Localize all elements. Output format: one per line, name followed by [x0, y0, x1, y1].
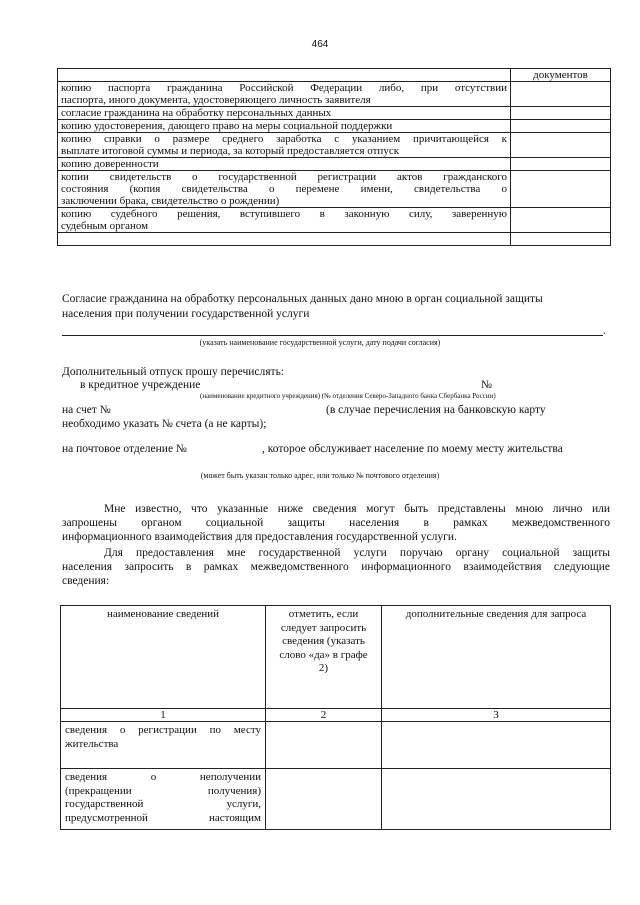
- request-row-2-mark-cell[interactable]: [266, 769, 382, 830]
- account-note: необходимо указать № счета (а не карты);: [62, 418, 267, 430]
- account-number-input[interactable]: [117, 405, 329, 417]
- bank-name-input[interactable]: [207, 380, 483, 392]
- document-mark-cell[interactable]: [511, 171, 611, 208]
- request-row-2-line: предусмотренной настоящим: [65, 811, 261, 824]
- request-table: [60, 605, 611, 830]
- post-address-input[interactable]: [62, 458, 599, 470]
- post-office-input[interactable]: [192, 444, 265, 456]
- column-number-1: 1: [61, 709, 266, 722]
- document-mark-cell[interactable]: [511, 208, 611, 233]
- request-paragraph: [62, 546, 610, 588]
- document-name-line: копию удостоверения, дающего право на меры социальной поддержки: [61, 120, 393, 132]
- request-row-2-additional-cell[interactable]: [382, 769, 611, 830]
- documents-table: [57, 68, 611, 246]
- documents-table-row: [58, 133, 611, 158]
- account-suffix: (в случае перечисления на банковскую карту: [326, 404, 546, 416]
- header-mark-if-request: отметить, если следует запросить сведения (указать слово «да» в графе 2): [266, 606, 382, 709]
- document-name-line: заключении брака, свидетельство о рождении): [61, 195, 280, 207]
- document-name-line: копию доверенности: [61, 158, 159, 170]
- document-name-cell: [58, 208, 511, 233]
- document-name-cell: [58, 133, 511, 158]
- documents-table-row: [58, 158, 611, 171]
- leave-line-1: Дополнительный отпуск прошу перечислять:: [62, 366, 285, 378]
- request-row-1-line: сведения о регистрации по месту: [65, 724, 261, 736]
- document-mark-cell[interactable]: [511, 233, 611, 246]
- documents-table-row: [58, 82, 611, 107]
- request-row-2-name: [61, 769, 266, 830]
- document-name-line: состояния (копия свидетельства о перемене имени, свидетельства о: [61, 183, 507, 195]
- consent-line-2-text: населения при получении государственной услуги: [62, 308, 310, 320]
- post-suffix: , которое обслуживает население по моему месту жительства: [262, 443, 563, 455]
- bank-number-sign: №: [481, 379, 492, 391]
- consent-end-mark: .: [603, 325, 606, 337]
- bank-caption: (наименование кредитного учреждения) (№ отделения Северо-Западного банка Сбербанка России): [200, 392, 496, 400]
- document-name-cell: [58, 120, 511, 133]
- documents-table-row: [58, 208, 611, 233]
- service-name-input[interactable]: [336, 310, 607, 322]
- documents-table-row: [58, 107, 611, 120]
- header-additional-info: дополнительные сведения для запроса: [382, 606, 611, 709]
- info-paragraph-line: информационного взаимодействия для предоставления государственной услуги.: [62, 531, 457, 543]
- consent-line-1: Согласие гражданина на обработку персональных данных дано мною в орган социальной защиты: [62, 293, 543, 305]
- document-name-line: судебным органом: [61, 220, 149, 232]
- request-row-1-line: жительства: [65, 737, 119, 750]
- request-row-1-additional-cell[interactable]: [382, 722, 611, 769]
- request-row-2-line: государственной услуги,: [65, 798, 261, 810]
- header-info-name: наименование сведений: [61, 606, 266, 709]
- document-name-cell: [58, 82, 511, 107]
- page-number: 464: [311, 39, 329, 50]
- column-number-2: 2: [266, 709, 382, 722]
- document-name-cell: [58, 171, 511, 208]
- document-mark-cell[interactable]: [511, 107, 611, 120]
- info-paragraph-line: Мне известно, что указанные ниже сведения могут быть представлены мною лично или: [104, 503, 610, 515]
- bank-branch-input[interactable]: [497, 380, 582, 392]
- document-mark-cell[interactable]: [511, 82, 611, 107]
- request-row-1-name: [61, 722, 266, 769]
- request-row-2-line: сведения о неполучении: [65, 771, 261, 783]
- document-mark-cell[interactable]: [511, 120, 611, 133]
- request-row-1-mark-cell[interactable]: [266, 722, 382, 769]
- document-name-cell: [58, 107, 511, 120]
- info-paragraph-line: запрошены органом социальной защиты населения в рамках межведомственного: [62, 517, 610, 529]
- document-name-line: выплате итоговой суммы и периода, за который предоставляется отпуск: [61, 145, 400, 157]
- documents-table-header-left: [58, 69, 511, 82]
- consent-caption: (указать наименование государственной услуги, дату подачи согласия): [199, 338, 441, 347]
- consent-line-2: [62, 307, 309, 321]
- document-name-line: копию справки о размере среднего заработка с указанием причитающейся к: [61, 133, 507, 145]
- request-row-2-line: (прекращении получения): [65, 784, 261, 797]
- documents-table-header-row: [58, 69, 611, 82]
- document-name-cell: [58, 233, 511, 246]
- document-name-line: согласие гражданина на обработку персональных данных: [61, 107, 332, 119]
- bank-prefix: в кредитное учреждение: [80, 379, 201, 391]
- document-mark-cell[interactable]: [511, 158, 611, 171]
- request-paragraph-line: Для предоставления мне государственной услуги поручаю органу социальной защиты: [104, 547, 610, 559]
- document-name-line: копии свидетельств о государственной регистрации актов гражданского: [61, 171, 507, 183]
- post-prefix: на почтовое отделение №: [62, 443, 187, 455]
- documents-table-row: [58, 120, 611, 133]
- request-table-header-row: [61, 606, 611, 709]
- request-paragraph-line: сведения:: [62, 575, 110, 587]
- service-name-line-2: [62, 335, 603, 336]
- request-row-registration: [61, 722, 611, 769]
- post-caption: (может быть указан только адрес, или только № почтового отделения): [200, 471, 440, 480]
- documents-table-row: [58, 171, 611, 208]
- documents-table-row: [58, 233, 611, 246]
- request-paragraph-line: населения запросить в рамках межведомственного информационного взаимодействия следующие: [62, 561, 610, 573]
- document-name-cell: [58, 158, 511, 171]
- document-name-line: копию судебного решения, вступившего в законную силу, заверенную: [61, 208, 507, 220]
- document-name-line: паспорта, иного документа, удостоверяющего личность заявителя: [61, 94, 371, 106]
- documents-column-header: документов: [511, 69, 611, 82]
- column-number-3: 3: [382, 709, 611, 722]
- request-row-non-receipt: [61, 769, 611, 830]
- request-table-numbers-row: [61, 709, 611, 722]
- document-name-line: копию паспорта гражданина Российской Федерации либо, при отсутствии: [61, 82, 507, 94]
- info-paragraph: [62, 502, 610, 544]
- account-prefix: на счет №: [62, 404, 111, 416]
- document-mark-cell[interactable]: [511, 133, 611, 158]
